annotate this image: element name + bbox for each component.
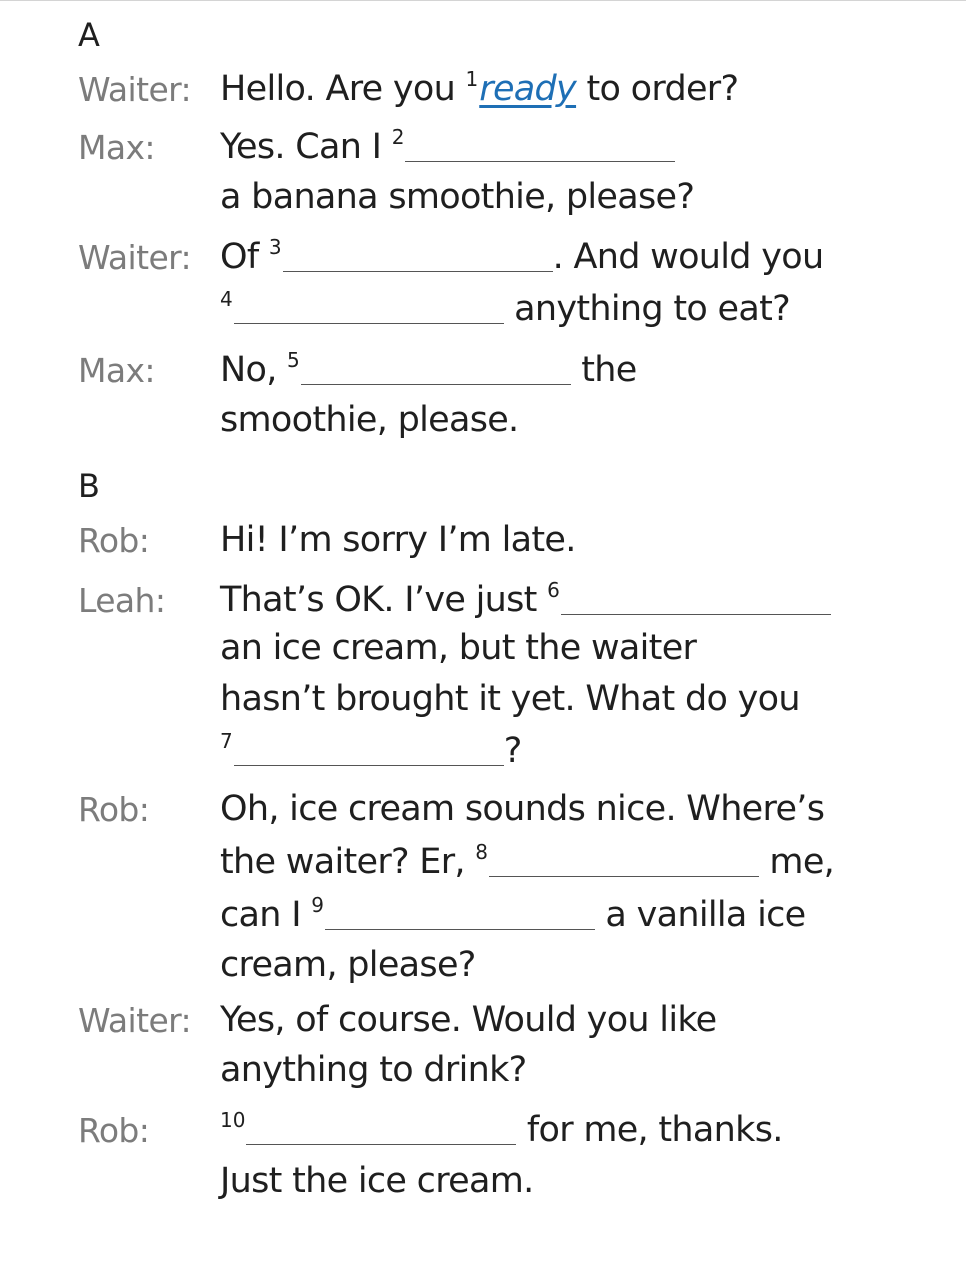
dialogue-line [220, 731, 522, 771]
answer-blank-10[interactable] [246, 1114, 516, 1145]
line-text: Of [220, 237, 269, 277]
dialogue-line: smoothie, please. [220, 400, 519, 440]
dialogue-line [220, 1110, 783, 1150]
dialogue-line [220, 895, 805, 935]
gap-number-1: 1 [465, 67, 479, 91]
gap-number-4: 4 [220, 287, 233, 311]
dialogue-line [220, 127, 675, 167]
dialogue-line: hasn’t brought it yet. What do you [220, 679, 800, 719]
answer-blank-5[interactable] [301, 354, 571, 385]
gap-number-9: 9 [311, 893, 324, 917]
gap-number-7: 7 [220, 729, 233, 753]
line-text: a vanilla ice [594, 895, 806, 935]
line-text: for me, thanks. [516, 1110, 783, 1150]
gap-number-3: 3 [268, 235, 282, 259]
dialogue-line: anything to drink? [220, 1050, 527, 1090]
line-text: to order? [576, 69, 739, 109]
line-text: the waiter? Er, [220, 842, 476, 882]
answer-blank-4[interactable] [234, 293, 504, 324]
answer-blank-6[interactable] [561, 584, 831, 615]
speaker-max: Max: [78, 128, 155, 167]
dialogue-line: cream, please? [220, 945, 476, 985]
line-text: anything to eat? [503, 289, 791, 329]
dialogue-line: Just the ice cream. [220, 1161, 534, 1201]
gap-number-6: 6 [547, 578, 560, 602]
answer-blank-2[interactable] [405, 131, 675, 162]
line-text: No, [220, 350, 288, 390]
answer-blank-3[interactable] [283, 241, 553, 272]
dialogue-line [220, 69, 738, 109]
line-text: me, [759, 842, 835, 882]
speaker-max: Max: [78, 351, 155, 390]
section-a-label: A [78, 16, 100, 54]
dialogue-line [220, 289, 790, 329]
top-divider [0, 0, 966, 1]
dialogue-line [220, 580, 831, 620]
dialogue-line: Yes, of course. Would you like [220, 1000, 717, 1040]
line-text: can I [220, 895, 312, 935]
speaker-waiter: Waiter: [78, 70, 192, 109]
line-text: . And would you [552, 237, 824, 277]
answer-blank-7[interactable] [234, 735, 504, 766]
line-text: That’s OK. I’ve just [220, 580, 548, 620]
speaker-rob: Rob: [78, 1111, 150, 1150]
dialogue-line [220, 237, 823, 277]
dialogue-line [220, 350, 637, 390]
gap-number-10: 10 [220, 1108, 246, 1132]
answer-blank-8[interactable] [489, 846, 759, 877]
section-b-label: B [78, 467, 100, 505]
line-text: Hello. Are you [220, 69, 466, 109]
example-answer: ready [479, 69, 577, 109]
speaker-leah: Leah: [78, 581, 166, 620]
speaker-waiter: Waiter: [78, 1001, 192, 1040]
dialogue-line [220, 842, 834, 882]
gap-number-2: 2 [391, 125, 405, 149]
dialogue-line: Hi! I’m sorry I’m late. [220, 520, 576, 560]
speaker-rob: Rob: [78, 521, 150, 560]
answer-blank-9[interactable] [325, 899, 595, 930]
dialogue-line: an ice cream, but the waiter [220, 628, 697, 668]
dialogue-line: Oh, ice cream sounds nice. Where’s [220, 789, 825, 829]
line-text: ? [503, 731, 522, 771]
line-text: the [570, 350, 637, 390]
speaker-rob: Rob: [78, 790, 150, 829]
gap-number-8: 8 [475, 840, 488, 864]
line-text: Yes. Can I [220, 127, 392, 167]
speaker-waiter: Waiter: [78, 238, 192, 277]
dialogue-line: a banana smoothie, please? [220, 177, 695, 217]
gap-number-5: 5 [287, 348, 300, 372]
